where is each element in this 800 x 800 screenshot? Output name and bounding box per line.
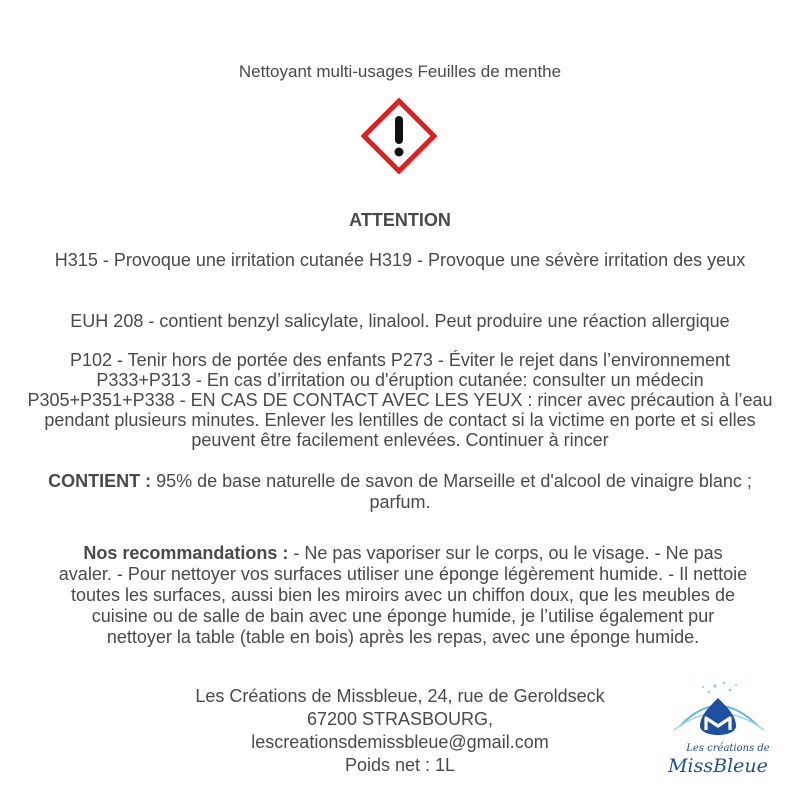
missbleue-logo-icon [660,678,778,778]
exclamation-mark-diamond-icon [361,98,437,174]
euh-statement: EUH 208 - contient benzyl salicylate, linalool. Peut produire une réaction allergique [70,311,730,331]
recommendations [58,543,748,648]
product-title: Nettoyant multi-usages Feuilles de menthe [238,62,562,81]
hazard-statements: H315 - Provoque une irritation cutanée H319 - Provoque une sévère irritation des yeux [54,250,746,270]
maker-email: lescreationsdemissbleue@gmail.com [251,732,549,752]
recommendations-label: Nos recommandations : [83,543,289,563]
logo-brand-text: MissBleue [668,755,768,777]
maker-name-street: Les Créations de Missbleue, 24, rue de Geroldseck [195,686,605,706]
composition-text: 95% de base naturelle de savon de Marseille et d'alcool de vinaigre blanc ; parfum. [151,471,752,512]
precaution-line: P305+P351+P338 - EN CAS DE CONTACT AVEC LES YEUX : rincer avec précaution à l’eau pendant plusieurs minutes. Enlever les lentilles de contact si la victime en porte et si elles peuvent être facilement enlevées. Continuer à rincer [27,390,773,450]
maker-city: 67200 STRASBOURG, [306,709,494,729]
logo-small-text: Les créations de [686,743,770,754]
composition-label: CONTIENT : [48,471,152,491]
recommendations-text: - Ne pas vaporiser sur le corps, ou le visage. - Ne pas avaler. - Pour nettoyer vos surfaces utiliser une éponge légèrement humide. - Il nettoie toutes les surfaces, aussi bien les miroirs avec un chiffon doux, que les meubles de cuisine ou de salle de bain avec une éponge humide, je l’utilise également pur nettoyer la table (table en bois) après les repas, avec une éponge humide. [58,543,748,647]
composition [30,471,770,513]
signal-word: ATTENTION [349,210,451,230]
precaution-line: P333+P313 - En cas d’irritation ou d'éruption cutanée: consulter un médecin [96,370,704,390]
precaution-line: P102 - Tenir hors de portée des enfants P273 - Éviter le rejet dans l’environnement [69,350,731,370]
net-weight: Poids net : 1L [344,755,456,775]
precautionary-statements [10,350,790,450]
